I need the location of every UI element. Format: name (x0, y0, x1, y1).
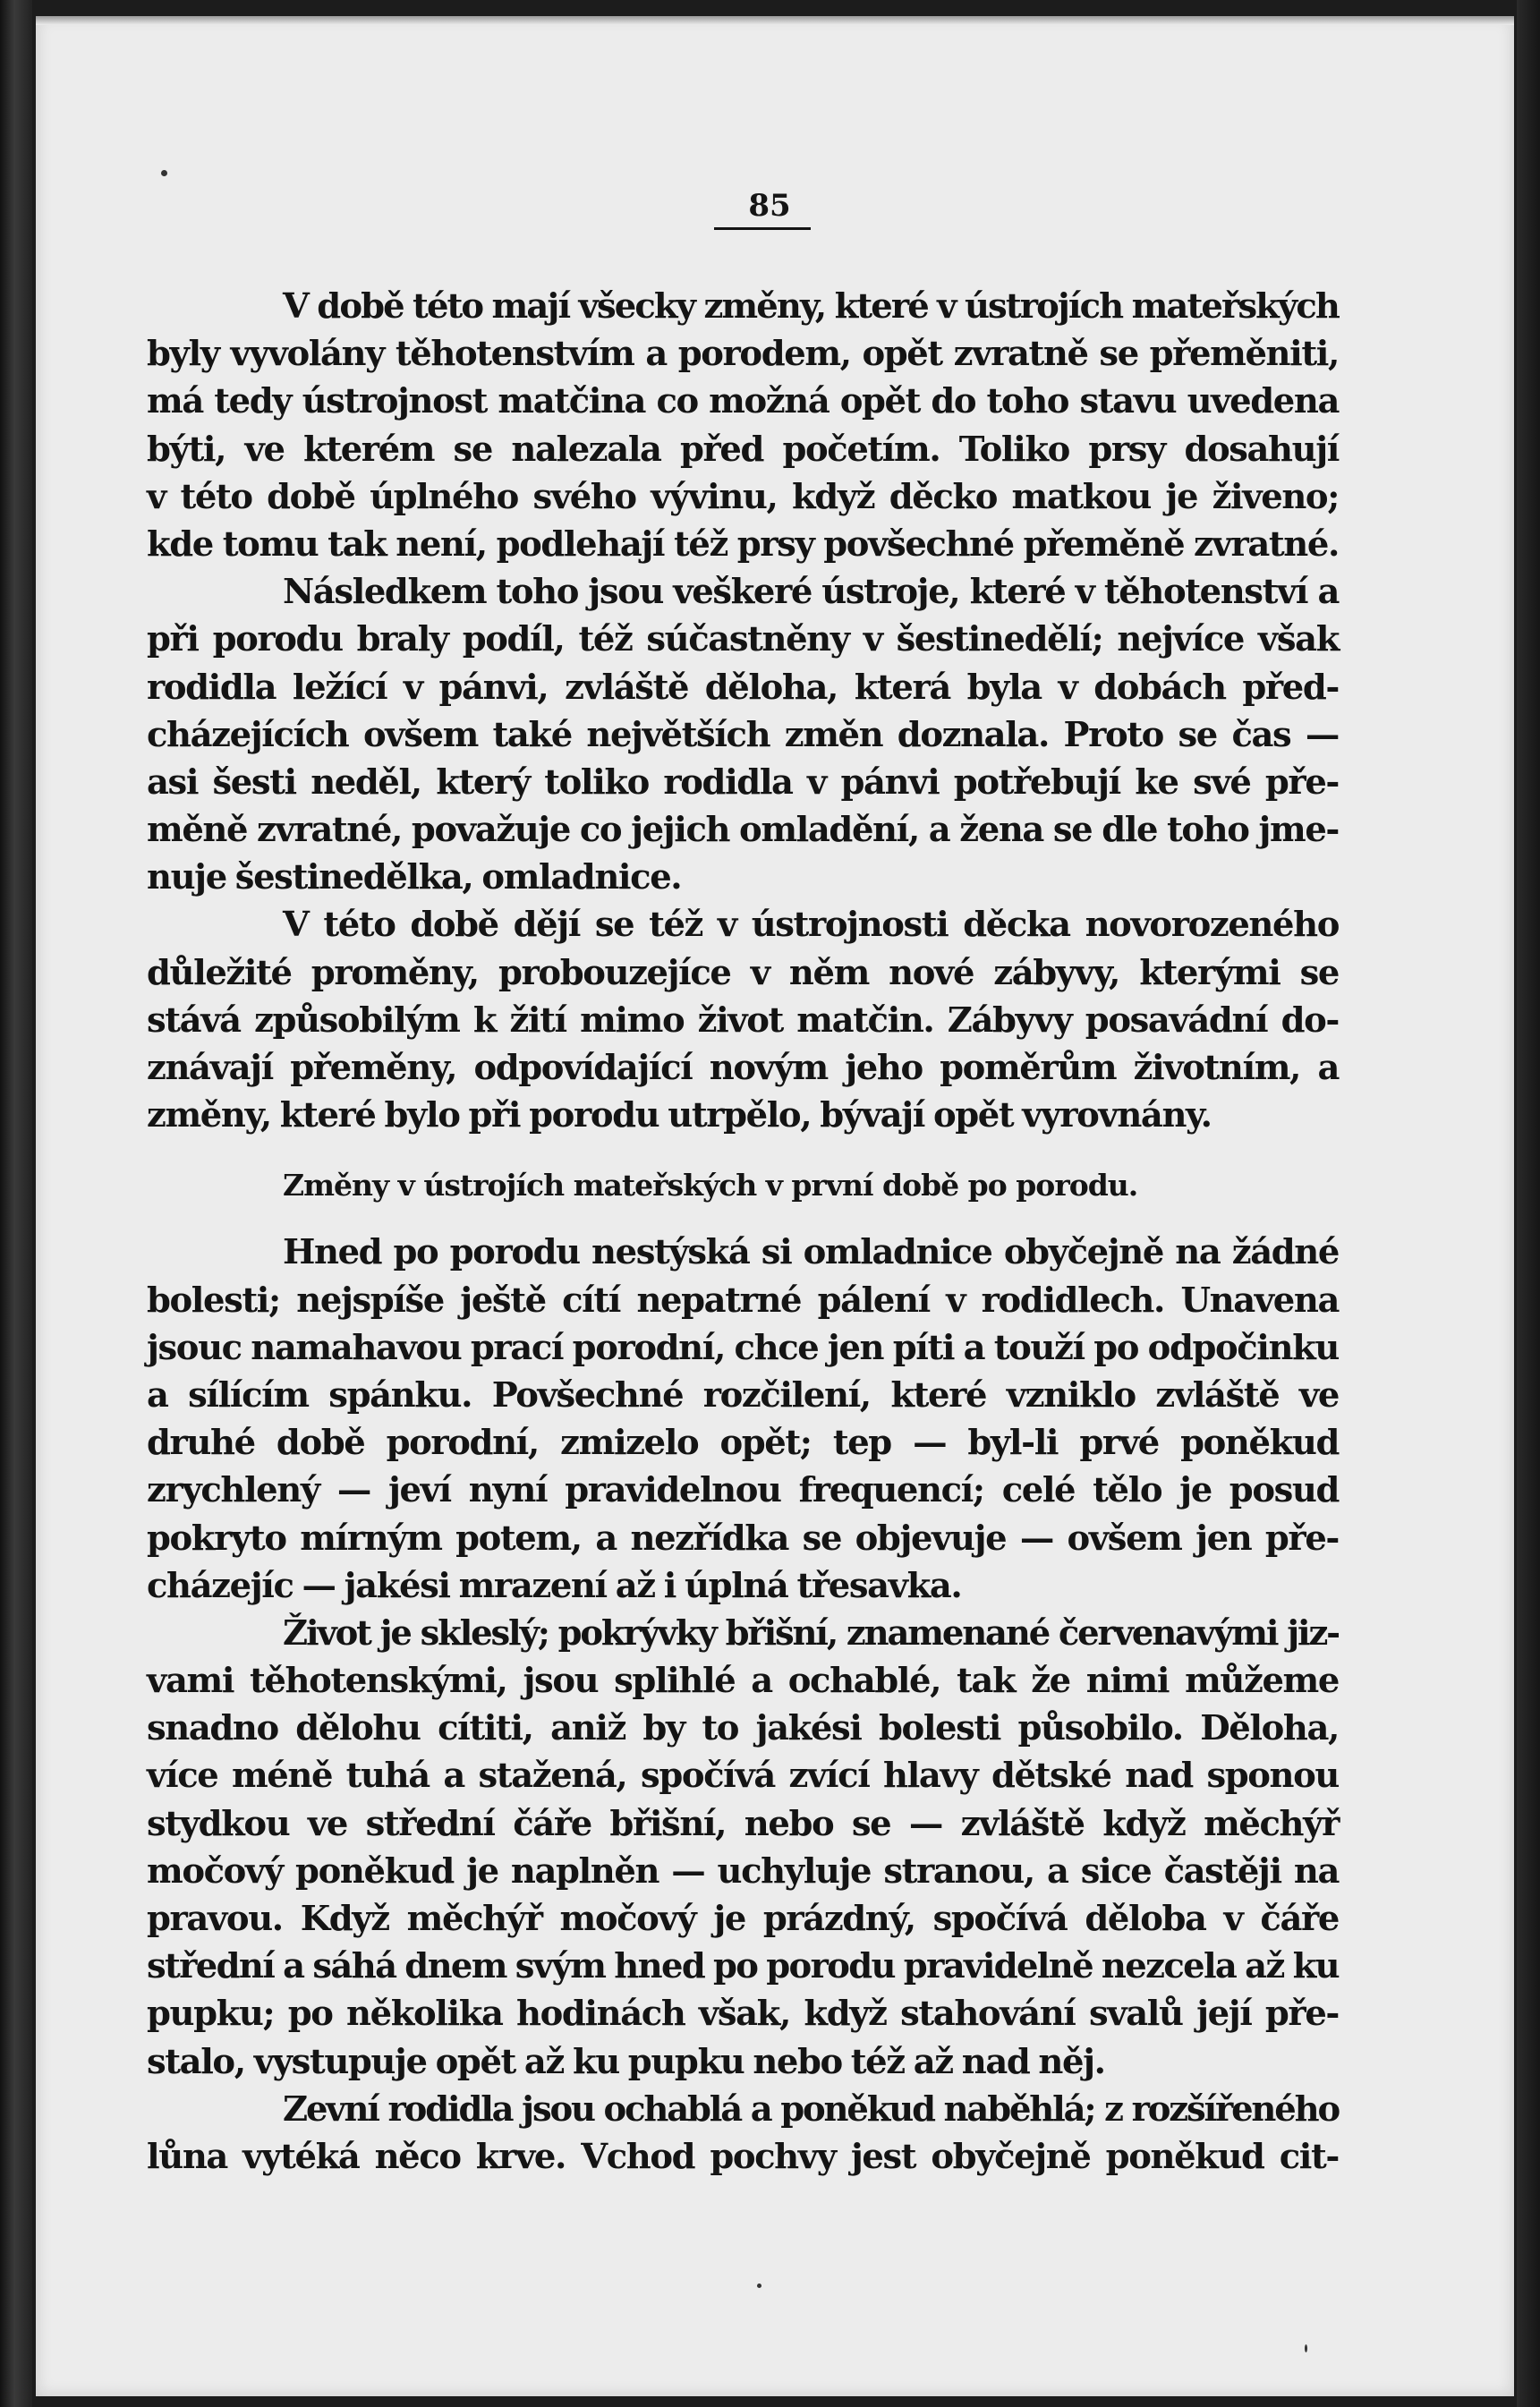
text-line: močový poněkud je naplněn — uchyluje stranou, a sice častěji na (147, 1850, 1339, 1892)
text-line: snadno dělohu cítiti, aniž by to jakési bolesti působilo. Děloha, (147, 1708, 1339, 1749)
text-line: Život je skleslý; pokrývky břišní, znamenané červenavými jiz- (283, 1612, 1339, 1654)
page-number-rule (714, 227, 811, 230)
text-line: kde tomu tak není, podlehají též prsy povšechné přeměně zvratné. (147, 523, 1339, 565)
text-line: rodidla ležící v pánvi, zvláště děloha, která byla v dobách před- (147, 667, 1339, 708)
text-line: jsouc namahavou prací porodní, chce jen píti a touží po odpočinku (147, 1327, 1339, 1368)
text-line: pupku; po několika hodinách však, když stahování svalů její pře- (147, 1994, 1339, 2035)
text-line: druhé době porodní, zmizelo opět; tep — byl-li prvé poněkud (147, 1423, 1339, 1464)
text-line: pokryto mírným potem, a nezřídka se objevuje — ovšem jen pře- (147, 1518, 1339, 1559)
book-edge-right (1517, 0, 1540, 2407)
body-text (147, 283, 1339, 2181)
text-line: má tedy ústrojnost matčina co možná opět do toho stavu uvedena (147, 381, 1339, 422)
text-line: bolesti; nejspíše ještě cítí nepatrné pálení v rodidlech. Unavena (147, 1280, 1339, 1321)
text-line: V této době dějí se též v ústrojnosti děcka novorozeného (283, 905, 1339, 946)
text-line: důležité proměny, probouzejíce v něm nové zábyvy, kterými se (147, 952, 1339, 993)
text-line: Následkem toho jsou veškeré ústroje, které v těhotenství a (283, 572, 1339, 613)
text-line: lůna vytéká něco krve. Vchod pochvy jest obyčejně poněkud cit- (147, 2136, 1339, 2177)
text-line: znávají přeměny, odpovídající novým jeho poměrům životním, a (147, 1048, 1339, 1088)
text-line: V době této mají všecky změny, které v ústrojích mateřských (283, 286, 1339, 327)
page-paper (36, 16, 1514, 2396)
text-line: měně zvratné, považuje co jejich omladění, a žena se dle toho jme- (147, 810, 1339, 851)
speck-mark (1305, 2344, 1307, 2352)
text-line: asi šesti neděl, který toliko rodidla v pánvi potřebují ke své pře- (147, 761, 1339, 803)
text-line: Zevní rodidla jsou ochablá a poněkud naběhlá; z rozšířeného (283, 2088, 1339, 2130)
text-line: Hned po porodu nestýská si omladnice obyčejně na žádné (283, 1232, 1339, 1273)
text-line: více méně tuhá a stažená, spočívá zvící hlavy dětské nad sponou (147, 1756, 1339, 1797)
text-line: při porodu braly podíl, též súčastněny v šestinedělí; nejvíce však (147, 619, 1339, 660)
text-line: býti, ve kterém se nalezala před početím. Toliko prsy dosahují (147, 429, 1339, 470)
text-line: nuje šestinedělka, omladnice. (147, 857, 682, 898)
speck-mark (757, 2284, 761, 2288)
section-heading: Změny v ústrojích mateřských v první době po porodu. (283, 1168, 1138, 1204)
text-line: a sílícím spánku. Povšechné rozčilení, které vzniklo zvláště ve (147, 1374, 1339, 1416)
text-line: stydkou ve střední čáře břišní, nebo se — zvláště když měchýř (147, 1803, 1339, 1844)
text-line: zrychlený — jeví nyní pravidelnou frequencí; celé tělo je posud (147, 1470, 1339, 1511)
text-line: stává způsobilým k žití mimo život matčin. Zábyvy posavádní do- (147, 999, 1339, 1041)
text-line: cházejících ovšem také největších změn doznala. Proto se čas — (147, 714, 1339, 755)
text-line: stalo, vystupuje opět až ku pupku nebo též až nad něj. (147, 2041, 1105, 2082)
page-top-shadow (36, 16, 1514, 25)
text-line: pravou. Když měchýř močový je prázdný, spočívá děloba v čáře (147, 1899, 1339, 1939)
text-line: střední a sáhá dnem svým hned po porodu pravidelně nezcela až ku (147, 1946, 1339, 1987)
text-line: vami těhotenskými, jsou splihlé a ochablé, tak že nimi můžeme (147, 1661, 1339, 1702)
text-line: cházejíc — jakési mrazení až i úplná třesavka. (147, 1565, 962, 1606)
text-line: byly vyvolány těhotenstvím a porodem, opět zvratně se přeměniti, (147, 334, 1339, 375)
speck-mark (161, 170, 167, 176)
text-line: v této době úplného svého vývinu, když děcko matkou je živeno; (147, 476, 1339, 517)
page-number: 85 (748, 188, 791, 224)
text-line: změny, které bylo při porodu utrpělo, bývají opět vyrovnány. (147, 1095, 1212, 1136)
book-edge-left (0, 0, 32, 2407)
